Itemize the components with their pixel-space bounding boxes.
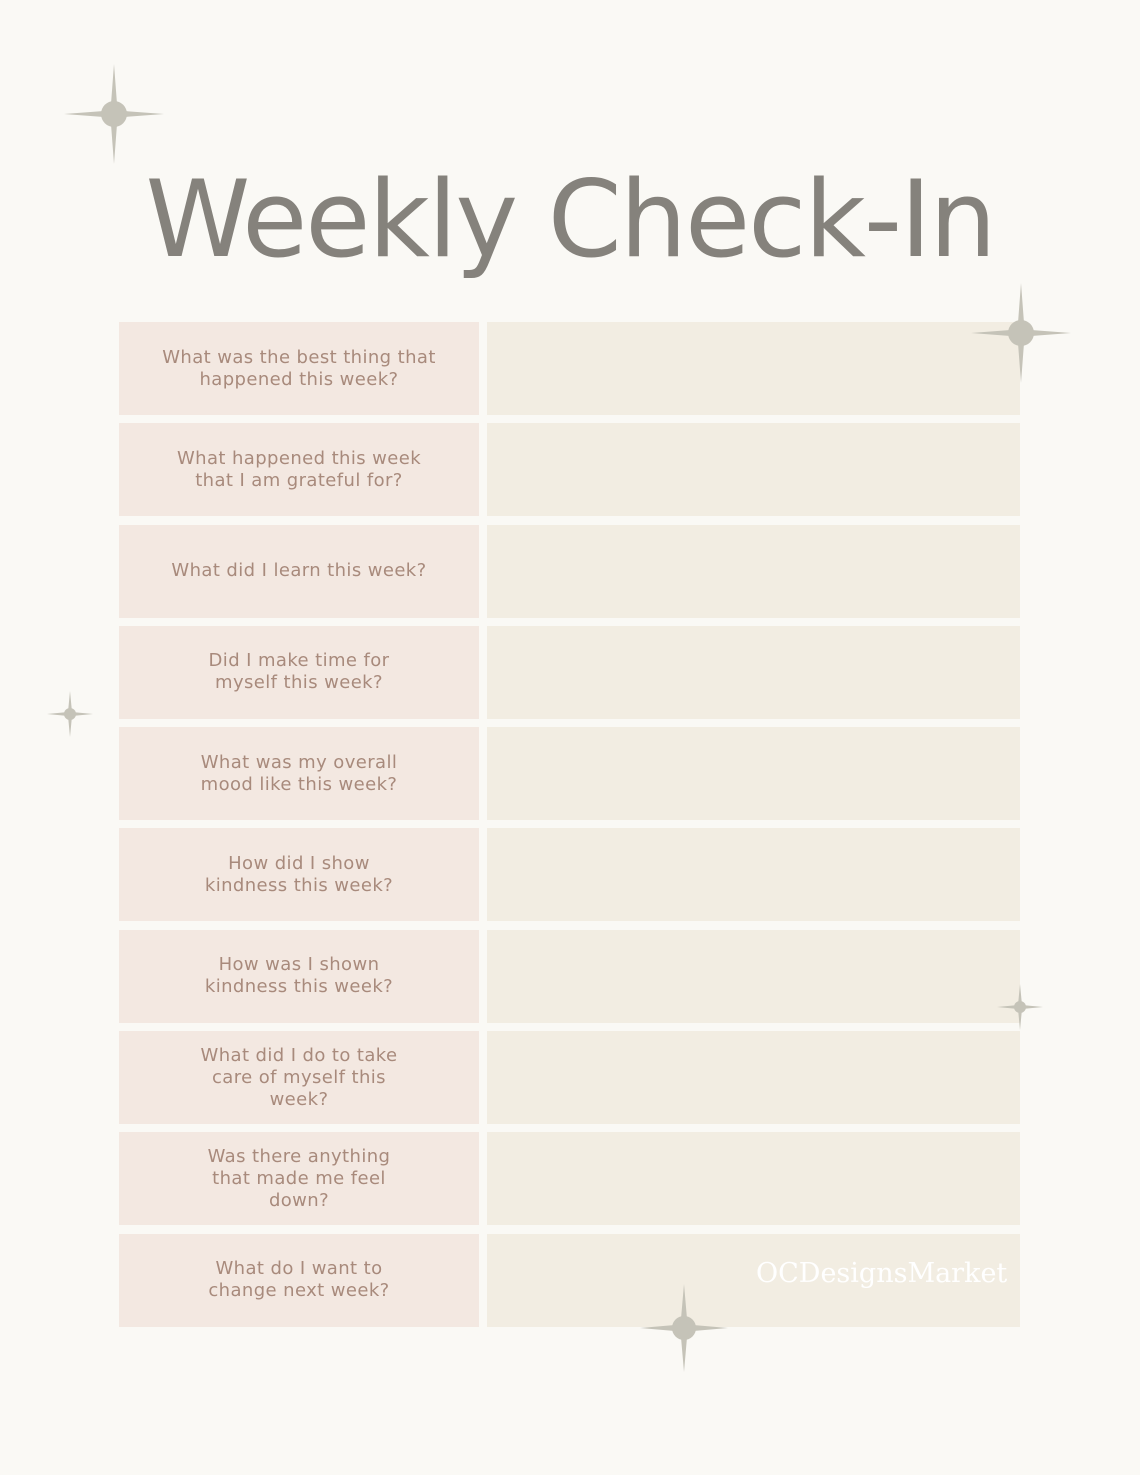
sparkle-icon — [47, 691, 93, 737]
table-row — [119, 828, 1020, 921]
question-cell — [119, 930, 479, 1023]
question-label: Was there anything that made me feel down? — [207, 1145, 391, 1211]
answer-field[interactable] — [487, 322, 1020, 415]
table-row — [119, 1132, 1020, 1225]
page-title: Weekly Check-In — [145, 158, 995, 281]
sparkle-icon — [997, 984, 1043, 1030]
question-cell — [119, 1031, 479, 1124]
question-cell — [119, 525, 479, 618]
question-label: What did I learn this week? — [171, 560, 427, 582]
answer-field[interactable] — [487, 525, 1020, 618]
answer-field[interactable] — [487, 727, 1020, 820]
sparkle-icon — [64, 64, 164, 164]
question-cell — [119, 1234, 479, 1327]
question-label: How was I shown kindness this week? — [204, 954, 394, 998]
question-cell — [119, 322, 479, 415]
check-in-table — [119, 322, 1020, 1335]
table-row — [119, 423, 1020, 516]
question-cell — [119, 1132, 479, 1225]
question-cell — [119, 727, 479, 820]
question-label: What was my overall mood like this week? — [200, 751, 398, 795]
answer-field[interactable] — [487, 1031, 1020, 1124]
answer-field[interactable] — [487, 1132, 1020, 1225]
answer-field[interactable] — [487, 423, 1020, 516]
question-cell — [119, 423, 479, 516]
question-cell — [119, 626, 479, 719]
question-label: Did I make time for myself this week? — [208, 650, 390, 694]
question-label: How did I show kindness this week? — [204, 852, 394, 896]
watermark: OCDesignsMarket — [756, 1258, 1008, 1289]
table-row — [119, 727, 1020, 820]
question-label: What do I want to change next week? — [208, 1258, 390, 1302]
table-row — [119, 930, 1020, 1023]
answer-field[interactable] — [487, 828, 1020, 921]
table-row — [119, 1031, 1020, 1124]
sparkle-icon — [640, 1284, 728, 1372]
answer-field[interactable] — [487, 930, 1020, 1023]
answer-field[interactable] — [487, 626, 1020, 719]
sparkle-icon — [971, 283, 1071, 383]
question-label: What was the best thing that happened this week? — [162, 346, 436, 390]
table-row — [119, 322, 1020, 415]
question-label: What happened this week that I am grateful for? — [176, 447, 422, 491]
table-row — [119, 626, 1020, 719]
question-cell — [119, 828, 479, 921]
question-label: What did I do to take care of myself this week? — [200, 1044, 398, 1110]
table-row — [119, 525, 1020, 618]
